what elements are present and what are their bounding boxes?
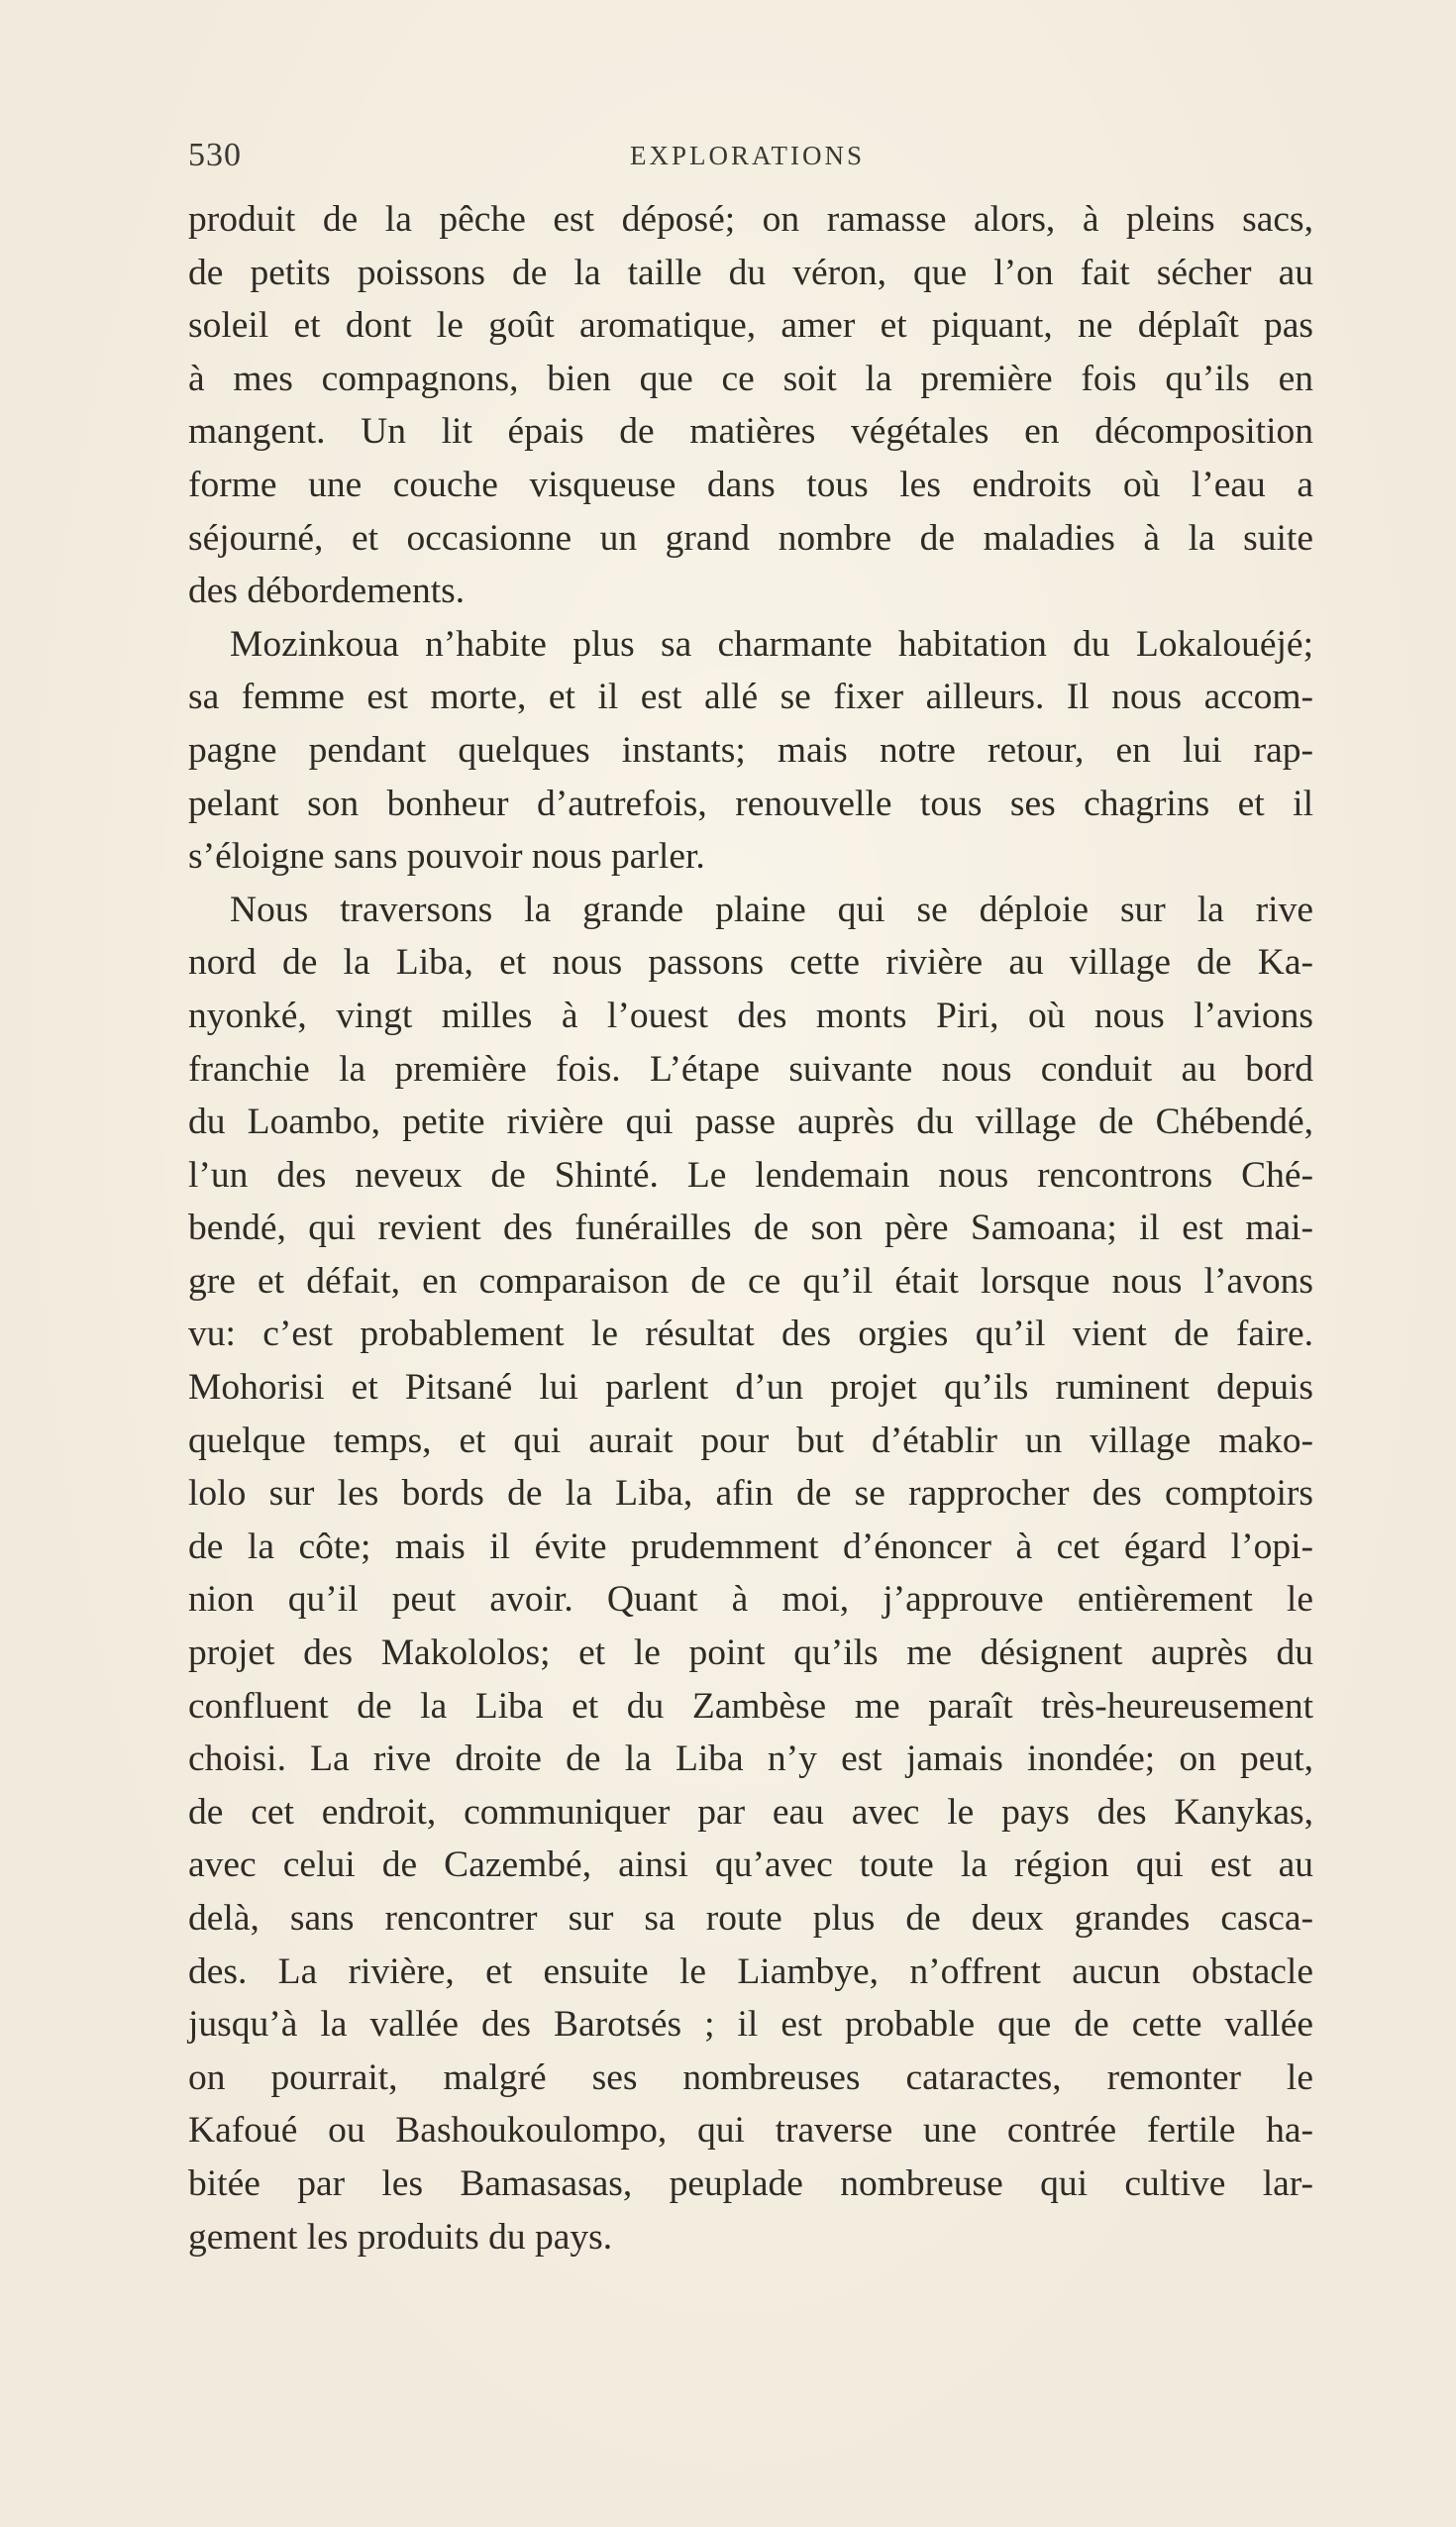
text-line: avec celui de Cazembé, ainsi qu’avec toute la région qui est au bbox=[188, 1844, 1313, 1886]
text-line: nord de la Liba, et nous passons cette rivière au village de Ka- bbox=[188, 942, 1313, 984]
text-line: Kafoué ou Bashoukoulompo, qui traverse une contrée fertile ha- bbox=[188, 2110, 1313, 2152]
text-line: delà, sans rencontrer sur sa route plus de deux grandes casca- bbox=[188, 1898, 1313, 1939]
text-line: pelant son bonheur d’autrefois, renouvelle tous ses chagrins et il bbox=[188, 783, 1313, 824]
text-line: pagne pendant quelques instants; mais notre retour, en lui rap- bbox=[188, 729, 1313, 771]
text-line: Mohorisi et Pitsané lui parlent d’un projet qu’ils ruminent depuis bbox=[188, 1367, 1313, 1409]
text-line: s’éloigne sans pouvoir nous parler. bbox=[188, 836, 705, 878]
paragraph bbox=[188, 193, 1313, 618]
text-line: choisi. La rive droite de la Liba n’y est jamais inondée; on peut, bbox=[188, 1738, 1313, 1780]
text-line: bitée par les Bamasasas, peuplade nombreuse qui cultive lar- bbox=[188, 2162, 1313, 2204]
text-line: gement les produits du pays. bbox=[188, 2216, 613, 2258]
text-line: nion qu’il peut avoir. Quant à moi, j’approuve entièrement le bbox=[188, 1579, 1313, 1621]
text-line: on pourrait, malgré ses nombreuses cataractes, remonter le bbox=[188, 2056, 1313, 2098]
paragraph bbox=[188, 884, 1313, 2264]
page-header bbox=[188, 137, 1317, 186]
text-line: des débordements. bbox=[188, 571, 466, 612]
text-line: séjourné, et occasionne un grand nombre de maladies à la suite bbox=[188, 517, 1313, 559]
text-line: produit de la pêche est déposé; on ramasse alors, à pleins sacs, bbox=[188, 199, 1313, 240]
text-line: confluent de la Liba et du Zambèse me paraît très-heureusement bbox=[188, 1685, 1313, 1727]
text-line: vu: c’est probablement le résultat des orgies qu’il vient de faire. bbox=[188, 1314, 1313, 1355]
text-line: forme une couche visqueuse dans tous les endroits où l’eau a bbox=[188, 464, 1313, 505]
text-line: de cet endroit, communiquer par eau avec le pays des Kanykas, bbox=[188, 1791, 1313, 1833]
paragraph bbox=[188, 618, 1313, 884]
running-title: EXPLORATIONS bbox=[630, 141, 866, 170]
text-line: Nous traversons la grande plaine qui se déploie sur la rive bbox=[230, 889, 1313, 930]
text-line: bendé, qui revient des funérailles de son père Samoana; il est mai- bbox=[188, 1208, 1313, 1249]
text-line: à mes compagnons, bien que ce soit la première fois qu’ils en bbox=[188, 358, 1313, 399]
text-line: jusqu’à la vallée des Barotsés ; il est probable que de cette vallée bbox=[188, 2004, 1313, 2046]
text-line: projet des Makololos; et le point qu’ils me désignent auprès du bbox=[188, 1632, 1313, 1674]
text-line: mangent. Un lit épais de matières végétales en décomposition bbox=[188, 411, 1313, 453]
body-text bbox=[188, 193, 1313, 2264]
text-line: l’un des neveux de Shinté. Le lendemain nous rencontrons Ché- bbox=[188, 1154, 1313, 1196]
page-number: 530 bbox=[188, 137, 242, 173]
text-line: du Loambo, petite rivière qui passe auprès du village de Chébendé, bbox=[188, 1102, 1313, 1143]
text-line: des. La rivière, et ensuite le Liambye, n’offrent aucun obstacle bbox=[188, 1950, 1313, 1992]
text-line: de la côte; mais il évite prudemment d’énoncer à cet égard l’opi- bbox=[188, 1526, 1313, 1567]
text-line: Mozinkoua n’habite plus sa charmante habitation du Lokalouéjé; bbox=[230, 623, 1313, 665]
text-line: de petits poissons de la taille du véron, que l’on fait sécher au bbox=[188, 252, 1313, 293]
text-line: lolo sur les bords de la Liba, afin de se rapprocher des comptoirs bbox=[188, 1473, 1313, 1515]
text-line: nyonké, vingt milles à l’ouest des monts Piri, où nous l’avions bbox=[188, 995, 1313, 1036]
text-line: gre et défait, en comparaison de ce qu’il était lorsque nous l’avons bbox=[188, 1260, 1313, 1302]
text-line: quelque temps, et qui aurait pour but d’établir un village mako- bbox=[188, 1420, 1313, 1461]
text-line: franchie la première fois. L’étape suivante nous conduit au bord bbox=[188, 1048, 1313, 1090]
text-line: soleil et dont le goût aromatique, amer et piquant, ne déplaît pas bbox=[188, 305, 1313, 347]
text-line: sa femme est morte, et il est allé se fixer ailleurs. Il nous accom- bbox=[188, 677, 1313, 718]
